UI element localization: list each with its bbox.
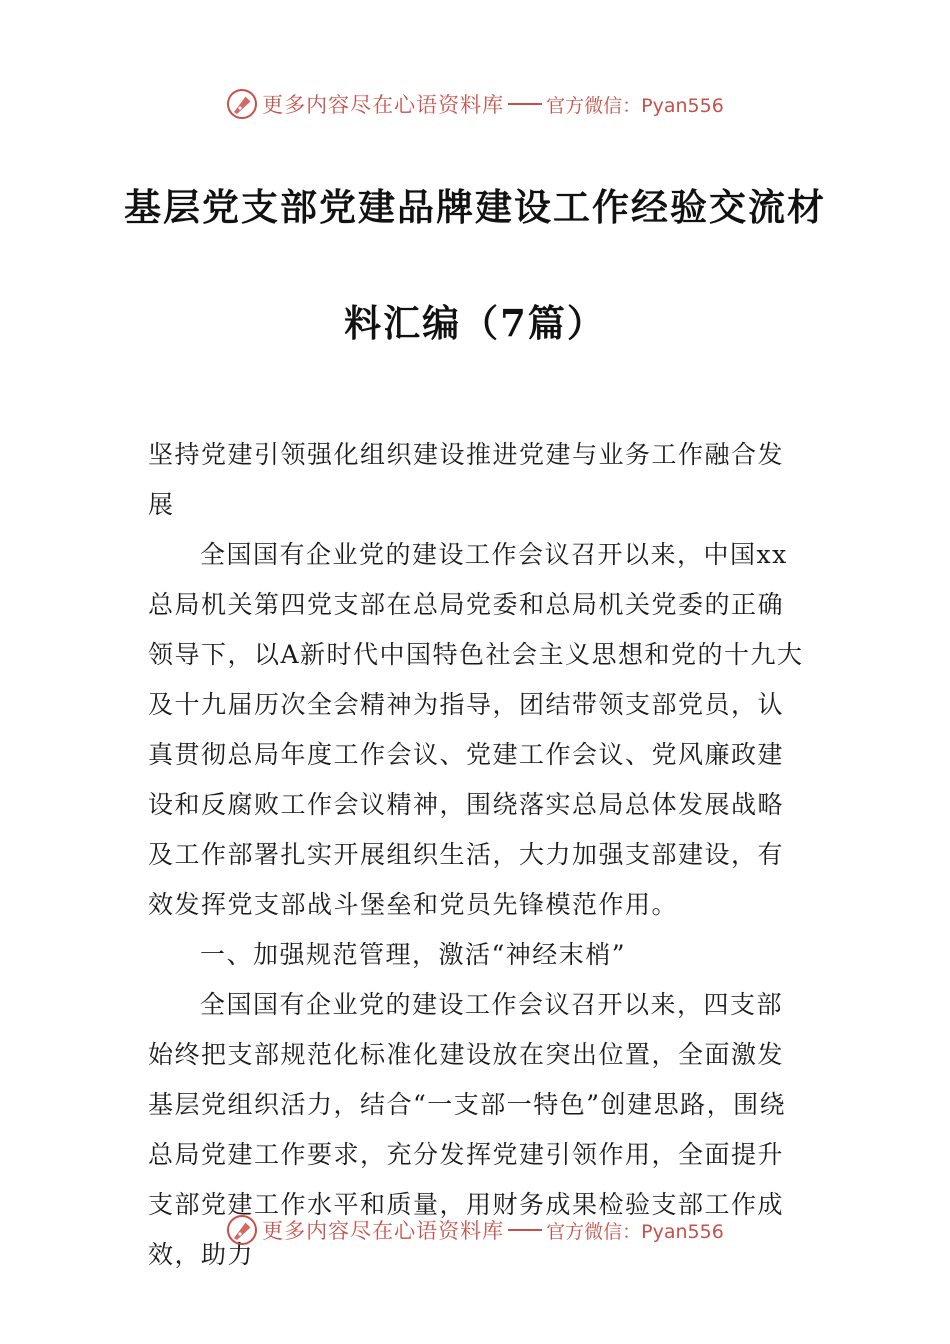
header-watermark-banner bbox=[0, 84, 950, 124]
watermark-text: 更多内容尽在心语资料库 bbox=[262, 1219, 505, 1243]
pen-nib-icon bbox=[226, 1214, 258, 1246]
section-heading: 一、加强规范管理，激活“神经末梢” bbox=[200, 940, 627, 969]
document-body bbox=[148, 430, 808, 1280]
body-paragraph: 全国国有企业党的建设工作会议召开以来，中国xx总局机关第四党支部在总局党委和总局机关党委的正确领导下，以A新时代中国特色社会主义思想和党的十九大及十九届历次全会精神为指导，团结带领支部党员，认真贯彻总局年度工作会议、党建工作会议、党风廉政建设和反腐败工作会议精神，围绕落实总局总体发展战略及工作部署扎实开展组织生活，大力加强支部建设，有效发挥党支部战斗堡垒和党员先锋模范作用。 bbox=[148, 540, 804, 919]
pen-nib-icon bbox=[226, 88, 258, 120]
watermark-separator bbox=[508, 1229, 542, 1231]
document-title-line-2: 料汇编（7篇） bbox=[344, 301, 606, 345]
watermark-separator bbox=[508, 103, 542, 105]
article-title: 坚持党建引领强化组织建设推进党建与业务工作融合发展 bbox=[148, 440, 785, 519]
body-paragraph: 全国国有企业党的建设工作会议召开以来，四支部始终把支部规范化标准化建设放在突出位置，全面激发基层党组织活力，结合“一支部一特色”创建思路，围绕总局党建工作要求，充分发挥党建引领作用，全面提升支部党建工作水平和质量，用财务成果检验支部工作成效，助力 bbox=[148, 990, 787, 1269]
watermark-text: 更多内容尽在心语资料库 bbox=[262, 93, 505, 117]
watermark-wechat: 官方微信：Pyan556 bbox=[546, 94, 724, 117]
footer-watermark-banner bbox=[0, 1210, 950, 1250]
watermark-wechat: 官方微信：Pyan556 bbox=[546, 1220, 724, 1243]
document-title-line-1: 基层党支部党建品牌建设工作经验交流材 bbox=[124, 185, 826, 229]
